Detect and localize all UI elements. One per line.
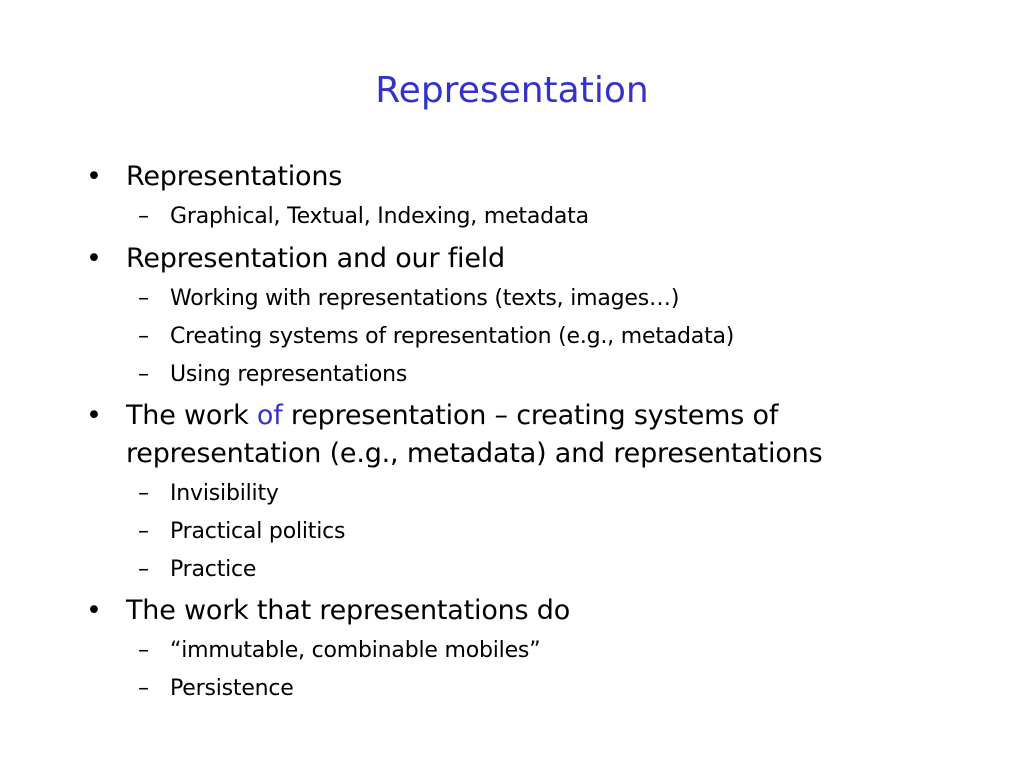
- sub-text: “immutable, combinable mobiles”: [170, 638, 541, 663]
- bullet-text: The work that representations do: [126, 595, 571, 626]
- sub-item: [138, 202, 978, 232]
- sub-text: Using representations: [170, 362, 408, 387]
- dash-icon: –: [138, 519, 149, 544]
- sub-text: Practical politics: [170, 519, 346, 544]
- bullet-text-accent: of: [256, 400, 283, 431]
- dash-icon: –: [138, 638, 149, 663]
- bullet-item-representations: [86, 158, 966, 196]
- sub-text: Graphical, Textual, Indexing, metadata: [170, 204, 589, 229]
- dash-icon: –: [138, 362, 149, 387]
- sub-item: [138, 517, 978, 547]
- bullet-icon: •: [86, 161, 102, 192]
- sub-text: Persistence: [170, 676, 294, 701]
- sub-item: [138, 360, 978, 390]
- sub-item: [138, 284, 978, 314]
- dash-icon: –: [138, 557, 149, 582]
- bullet-item-work-representations-do: [86, 592, 966, 630]
- dash-icon: –: [138, 676, 149, 701]
- dash-icon: –: [138, 204, 149, 229]
- bullet-item-work-of-representation: [86, 397, 966, 473]
- bullet-item-our-field: [86, 240, 966, 278]
- sub-text: Practice: [170, 557, 257, 582]
- bullet-icon: •: [86, 243, 102, 274]
- sub-text: Creating systems of representation (e.g., metadata): [170, 324, 735, 349]
- sub-item: [138, 555, 978, 585]
- bullet-text: Representation and our field: [126, 243, 505, 274]
- sub-item: [138, 479, 978, 509]
- bullet-text-before: The work: [126, 400, 257, 431]
- sub-item: [138, 322, 978, 352]
- slide-title: Representation: [375, 70, 649, 111]
- bullet-text: [126, 397, 966, 473]
- sub-item: [138, 636, 978, 666]
- bullet-text-after: representation – creating systems of representation (e.g., metadata) and representations: [126, 400, 823, 469]
- bullet-icon: •: [86, 400, 102, 431]
- sub-text: Invisibility: [170, 481, 279, 506]
- bullet-text: Representations: [126, 161, 343, 192]
- dash-icon: –: [138, 481, 149, 506]
- bullet-icon: •: [86, 595, 102, 626]
- dash-icon: –: [138, 286, 149, 311]
- sub-text: Working with representations (texts, images…): [170, 286, 680, 311]
- sub-item: [138, 674, 978, 704]
- dash-icon: –: [138, 324, 149, 349]
